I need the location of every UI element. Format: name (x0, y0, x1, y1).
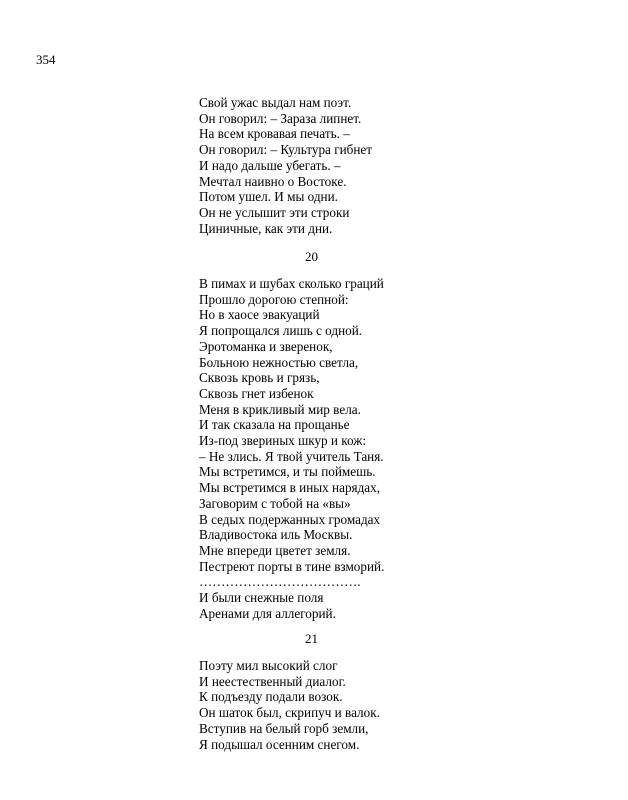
verse-line: Свой ужас выдал нам поэт. (199, 95, 352, 110)
verse-line: Циничные, как эти дни. (199, 220, 333, 236)
verse-line: Сквозь гнет избенок (199, 385, 314, 401)
verse-line: В пимах и шубах сколько граций (199, 276, 384, 291)
verse-line: Вступив на белый горб земли, (199, 720, 369, 736)
verse-line: Он говорил: – Культура гибнет (199, 142, 373, 158)
verse-line: Я подышал осенним снегом. (199, 736, 360, 752)
verse-line: Потом ушел. И мы одни. (199, 189, 338, 205)
ellipsis-line: ………………………………. (199, 574, 361, 590)
verse-line: Заговорим с тобой на «вы» (199, 495, 351, 511)
verse-line: Из-под звериных шкур и кож: (199, 433, 367, 449)
section-number-21: 21 (305, 631, 318, 646)
verse-line: Мы встретимся, и ты поймешь. (199, 464, 376, 480)
verse-line: Владивостока иль Москвы. (199, 527, 353, 543)
verse-line: Но в хаосе эвакуаций (199, 307, 320, 323)
verse-line: В седых подержанных громадах (199, 511, 381, 527)
verse-line: Прошло дорогою степной: (199, 291, 349, 307)
verse-line: На всем кровавая печать. – (199, 126, 350, 142)
verse-line: – Не злись. Я твой учитель Таня. (199, 448, 384, 464)
stanza-3 (199, 658, 459, 752)
verse-line: Эротоманка и зверенок, (199, 338, 333, 354)
verse-line: Поэту мил высокий слог (199, 658, 338, 673)
verse-line: К подъезду подали возок. (199, 689, 343, 705)
verse-line: И неестественный диалог. (199, 673, 346, 689)
verse-line: Больною нежностью светла, (199, 354, 359, 370)
section-number-20: 20 (305, 249, 318, 264)
verse-line: Мне впереди цветет земля. (199, 542, 351, 558)
verse-line: Сквозь кровь и грязь, (199, 370, 320, 386)
page-number: 354 (36, 52, 56, 67)
verse-line: Он говорил: – Зараза липнет. (199, 110, 362, 126)
verse-line: Аренами для аллегорий. (199, 605, 336, 621)
verse-line: Я попрощался лишь с одной. (199, 323, 363, 339)
stanza-2 (199, 276, 459, 621)
verse-line: Пестреют порты в тине взморий. (199, 558, 385, 574)
verse-line: Он не услышит эти строки (199, 204, 350, 220)
stanza-1 (199, 95, 459, 236)
verse-line: И надо дальше убегать. – (199, 157, 341, 173)
verse-line: И так сказала на прощанье (199, 417, 350, 433)
verse-line: И были снежные поля (199, 590, 324, 606)
verse-line: Мечтал наивно о Востоке. (199, 173, 347, 189)
verse-line: Он шаток был, скрипуч и валок. (199, 705, 380, 721)
verse-line: Меня в крикливый мир вела. (199, 401, 361, 417)
verse-line: Мы встретимся в иных нарядах, (199, 480, 381, 496)
